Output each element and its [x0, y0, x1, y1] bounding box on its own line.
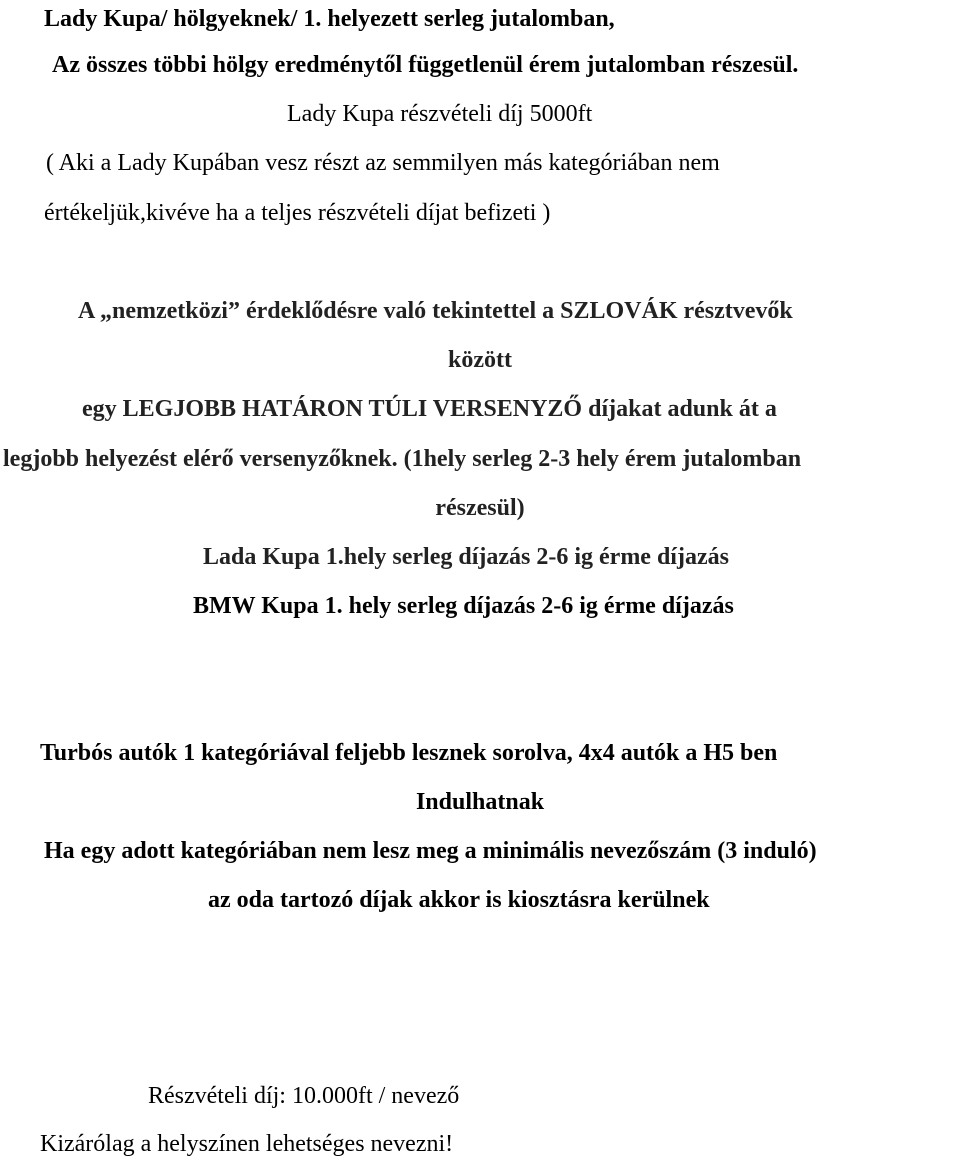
international-intro-line1: A „nemzetközi” érdeklődésre való tekintettel a SZLOVÁK résztvevők	[78, 298, 793, 324]
best-foreign-driver-line: egy LEGJOBB HATÁRON TÚLI VERSENYZŐ díjakat adunk át a	[82, 396, 777, 422]
international-intro-line2: között	[448, 347, 512, 373]
best-placement-line-end: részesül)	[435, 495, 525, 521]
lady-cup-medal-text: Az összes többi hölgy eredménytől függetlenül érem jutalomban részesül.	[52, 52, 799, 78]
lady-cup-heading: Lady Kupa/ hölgyeknek/ 1. helyezett serleg jutalomban,	[44, 6, 615, 32]
lada-cup-line: Lada Kupa 1.hely serleg díjazás 2-6 ig érme díjazás	[203, 544, 729, 570]
entry-fee-line: Részvételi díj: 10.000ft / nevező	[148, 1083, 460, 1109]
turbo-cars-rule-line-end: Indulhatnak	[415, 789, 545, 815]
minimum-entrants-rule-line: Ha egy adott kategóriában nem lesz meg a minimális nevezőszám (3 induló)	[44, 838, 817, 864]
onsite-registration-line: Kizárólag a helyszínen lehetséges nevezni!	[40, 1131, 454, 1157]
prizes-awarded-line: az oda tartozó díjak akkor is kiosztásra kerülnek	[208, 887, 710, 913]
bmw-cup-line: BMW Kupa 1. hely serleg díjazás 2-6 ig érme díjazás	[193, 593, 734, 619]
best-placement-line: legjobb helyezést elérő versenyzőknek. (1hely serleg 2-3 hely érem jutalomban	[3, 446, 802, 472]
lady-cup-fee-text: Lady Kupa részvételi díj 5000ft	[287, 101, 593, 127]
lady-cup-note-line2: értékeljük,kivéve ha a teljes részvételi díjat befizeti )	[44, 200, 551, 226]
lady-cup-note-line1: ( Aki a Lady Kupában vesz részt az semmilyen más kategóriában nem	[46, 150, 720, 176]
turbo-cars-rule-line: Turbós autók 1 kategóriával feljebb lesznek sorolva, 4x4 autók a H5 ben	[40, 740, 778, 766]
